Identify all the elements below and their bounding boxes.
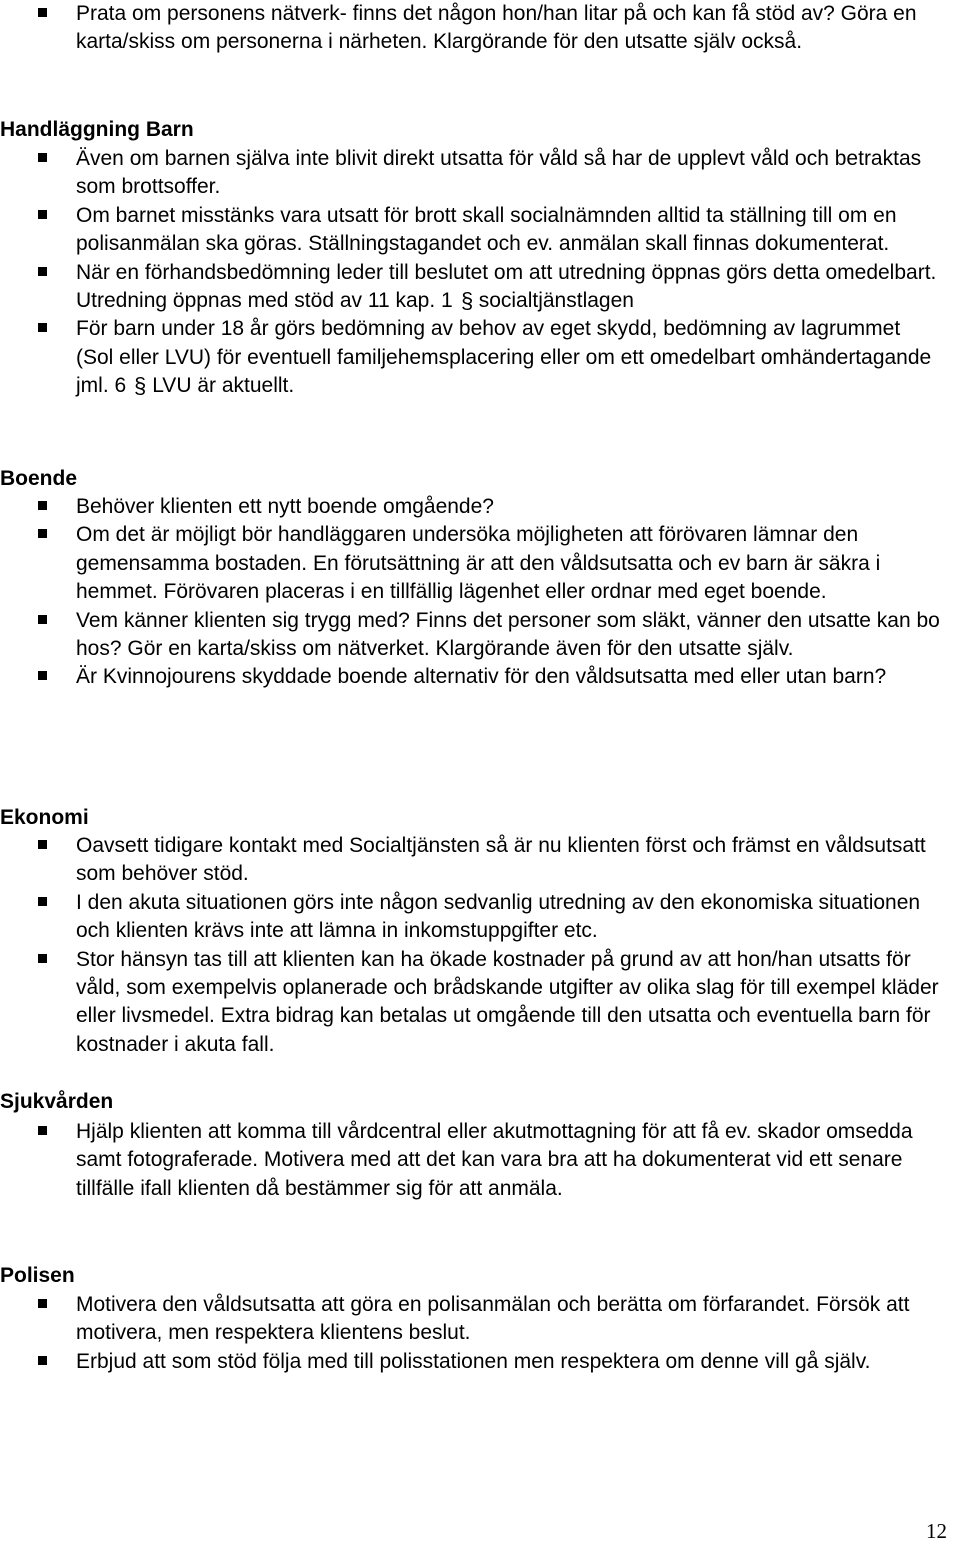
- page-number: 12: [926, 1519, 947, 1543]
- bullet-square-icon: [38, 8, 47, 17]
- list-item: [0, 607, 940, 664]
- section-list-handlaggning-barn: [0, 145, 940, 401]
- bullet-text: Stor hänsyn tas till att klienten kan ha ökade kostnader på grund av att hon/han utsatts för våld, som exempelvis oplanerade och brådskande utgifter av olika slag för till exempel kläder eller livsmedel. Extra bidrag kan betalas ut omgående till den utsatta och eventuella barn för kostnader i akuta fall.: [76, 947, 939, 1056]
- bullet-square-icon: [38, 954, 47, 963]
- section-heading-handlaggning-barn: Handläggning Barn: [0, 118, 194, 141]
- svg-text:§: §: [460, 288, 473, 314]
- bullet-square-icon: [38, 671, 47, 680]
- bullet-square-icon: [38, 840, 47, 849]
- bullet-text: Prata om personens nätverk- finns det någon hon/han litar på och kan få stöd av? Göra en karta/skiss om personerna i närheten. Klargörande för den utsatte själv också.: [76, 2, 917, 54]
- bullet-text: I den akuta situationen görs inte någon sedvanlig utredning av den ekonomiska situationen och klienten krävs inte att lämna in inkomstuppgifter etc.: [76, 890, 921, 943]
- intro-list: [0, 0, 940, 57]
- list-item: [0, 663, 940, 691]
- bullet-text: Behöver klienten ett nytt boende omgående?: [76, 495, 494, 518]
- svg-text:§: §: [134, 373, 147, 399]
- bullet-text: Även om barnen själva inte blivit direkt utsatta för våld så har de upplevt våld och betraktas som brottsoffer.: [76, 147, 922, 199]
- law-reference: socialtjänstlagen: [478, 289, 634, 313]
- bullet-text: För barn under 18 år görs bedömning av behov av eget skydd, bedömning av lagrummet (Sol eller LVU) för eventuell familjehemsplacering eller om ett omedelbart omhändertagande jml. 6: [76, 317, 932, 398]
- bullet-square-icon: [38, 323, 47, 332]
- section-heading-boende: Boende: [0, 467, 78, 490]
- bullet-square-icon: [38, 897, 47, 906]
- section-heading-sjukvarden: Sjukvården: [0, 1090, 114, 1113]
- list-item: [0, 889, 940, 946]
- list-item: [0, 145, 940, 202]
- list-item: [0, 259, 940, 316]
- list-item: [0, 1118, 940, 1203]
- bullet-text: Om barnet misstänks vara utsatt för brott skall socialnämnden alltid ta ställning till om en polisanmälan ska göras. Ställningstagandet och ev. anmälan skall finnas dokumenterat.: [76, 203, 897, 256]
- bullet-text: När en förhandsbedömning leder till beslutet om att utredning öppnas görs detta omedelbart. Utredning öppnas med stöd av 11 kap. 1: [76, 260, 937, 313]
- bullet-text: Vem känner klienten sig trygg med? Finns det personer som släkt, vänner den utsatte kan bo hos? Gör en karta/skiss om nätverket. Klargörande även för den utsatte själv.: [76, 608, 940, 661]
- bullet-square-icon: [38, 501, 47, 510]
- section-sign-icon: [126, 372, 152, 399]
- bullet-text: Erbjud att som stöd följa med till polisstationen men respektera om denne vill gå själv.: [76, 1349, 871, 1373]
- section-list-polisen: [0, 1291, 940, 1376]
- list-item: [0, 202, 940, 259]
- bullet-text: Om det är möjligt bör handläggaren undersöka möjligheten att förövaren lämnar den gemensamma bostaden. En förutsättning är att den våldsutsatta och ev barn är säkra i hemmet. Förövaren placeras i en tillfällig lägenhet eller ordnar med eget boende.: [76, 523, 881, 604]
- bullet-square-icon: [38, 210, 47, 219]
- law-reference: LVU är aktuellt.: [152, 374, 295, 398]
- bullet-square-icon: [38, 529, 47, 538]
- list-item: [0, 946, 940, 1060]
- section-heading-ekonomi: Ekonomi: [0, 806, 89, 829]
- bullet-square-icon: [38, 153, 47, 162]
- section-list-sjukvarden: [0, 1118, 940, 1203]
- list-item: [0, 315, 940, 400]
- section-list-boende: [0, 493, 940, 692]
- bullet-square-icon: [38, 267, 47, 276]
- list-item: [0, 832, 940, 889]
- bullet-square-icon: [38, 1299, 47, 1308]
- bullet-text: Är Kvinnojourens skyddade boende alternativ för den våldsutsatta med eller utan barn?: [76, 665, 887, 689]
- bullet-square-icon: [38, 1356, 47, 1365]
- list-item: [0, 521, 940, 606]
- list-item: [0, 493, 940, 521]
- list-item: [0, 1291, 940, 1348]
- section-heading-polisen: Polisen: [0, 1264, 75, 1287]
- bullet-text: Motivera den våldsutsatta att göra en polisanmälan och berätta om förfarandet. Försök att motivera, men respektera klientens beslut.: [76, 1293, 910, 1345]
- bullet-square-icon: [38, 1126, 47, 1135]
- section-sign-icon: [453, 287, 479, 314]
- bullet-text: Hjälp klienten att komma till vårdcentral eller akutmottagning för att få ev. skador omsedda samt fotograferade. Motivera med att det kan vara bra att ha dokumenterat vid ett senare tillfälle ifall klienten då bestämmer sig för att anmäla.: [76, 1120, 913, 1200]
- list-item: [0, 0, 940, 57]
- bullet-square-icon: [38, 615, 47, 624]
- section-list-ekonomi: [0, 832, 940, 1059]
- list-item: [0, 1348, 940, 1376]
- bullet-text: Oavsett tidigare kontakt med Socialtjänsten så är nu klienten först och främst en våldsutsatt som behöver stöd.: [76, 834, 926, 886]
